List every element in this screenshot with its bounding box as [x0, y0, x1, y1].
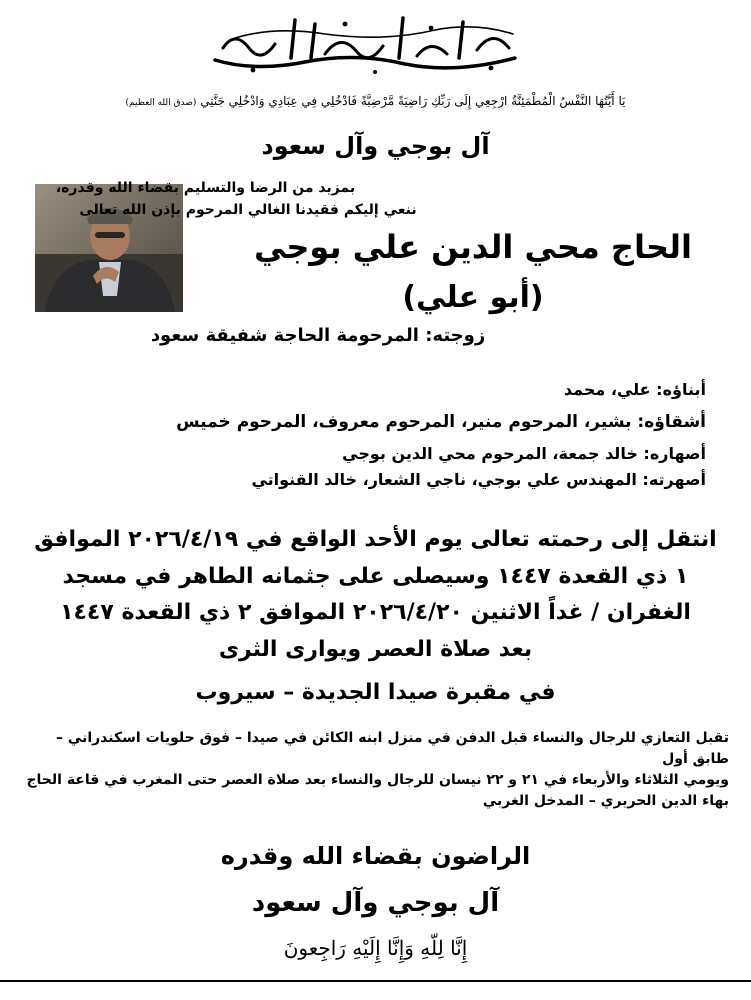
brothers-in-law-line: أصهرته: المهندس علي بوجي، ناجي الشعار، خالد القنواتي: [251, 470, 706, 489]
wife-line: زوجته: المرحومة الحاجة شفيقة سعود: [150, 325, 486, 346]
verse-source: (صدق الله العظيم): [125, 98, 197, 108]
deceased-nickname: (أبو علي): [402, 280, 544, 315]
sons-in-law-line: أصهاره: خالد جمعة، المرحوم محي الدين بوجي: [342, 444, 706, 463]
calligraphy-image: [195, 8, 535, 78]
bottom-divider: [0, 980, 751, 982]
quran-verse: [20, 94, 731, 108]
death-notice: [20, 522, 731, 668]
condolences-block: [22, 728, 729, 812]
calligraphy-header: [195, 8, 535, 78]
death-notice-line-2: ١ ذي القعدة ١٤٤٧ وسيصلى على جثمانه الطاهر في مسجد: [62, 563, 689, 589]
family-name-top: آل بوجي وآل سعود: [261, 132, 490, 160]
sons-line: أبناؤه: علي، محمد: [563, 380, 706, 399]
brothers-line: أشقاؤه: بشير، المرحوم منير، المرحوم معروف، المرحوم خميس: [176, 412, 706, 432]
family-name-bottom: آل بوجي وآل سعود: [251, 888, 500, 918]
accepters-line: الراضون بقضاء الله وقدره: [220, 842, 531, 870]
intro-line-1: بمزيد من الرضا والتسليم بقضاء الله وقدره،: [55, 180, 356, 196]
deceased-name: الحاج محي الدين علي بوجي: [253, 228, 693, 266]
death-notice-line-1: انتقل إلى رحمته تعالى يوم الأحد الواقع في ٢٠٢٦/٤/١٩ الموافق: [34, 527, 717, 552]
condolences-paragraph-1: تقبل التعازي للرجال والنساء قبل الدفن في منزل ابنه الكائن في صيدا – فوق حلويات اسكندراني – طابق أول: [56, 730, 729, 767]
death-notice-line-3: الغفران / غداً الاثنين ٢٠٢٦/٤/٢٠ الموافق ٢ ذي القعدة ١٤٤٧: [60, 600, 691, 625]
cemetery-line: في مقبرة صيدا الجديدة – سيروب: [195, 680, 556, 705]
death-notice-line-4: بعد صلاة العصر ويوارى الثرى: [218, 636, 533, 662]
istirja-phrase: إِنَّا لِلّهِ وَإِنَّا إِلَيْهِ رَاجِعونَ: [283, 936, 468, 960]
intro-line-2: ننعي إليكم فقيدنا الغالي المرحوم بإذن الله تعالى: [79, 202, 417, 218]
condolences-paragraph-2: ويومي الثلاثاء والأربعاء في ٢١ و ٢٢ نيسان للرجال والنساء بعد صلاة العصر حتى المغرب في قاعة الحاج بهاء الدين الحريري – المدخل الغربي: [26, 772, 729, 809]
verse-text: يَا أَيَّتُهَا النَّفْسُ الْمُطْمَئِنَّةُ ارْجِعِي إِلَى رَبِّكِ رَاضِيَةً مَّرْضِيَّةً فَادْخُلِي فِي عِبَادِي وَادْخُلِي جَنَّتِي: [200, 94, 626, 108]
